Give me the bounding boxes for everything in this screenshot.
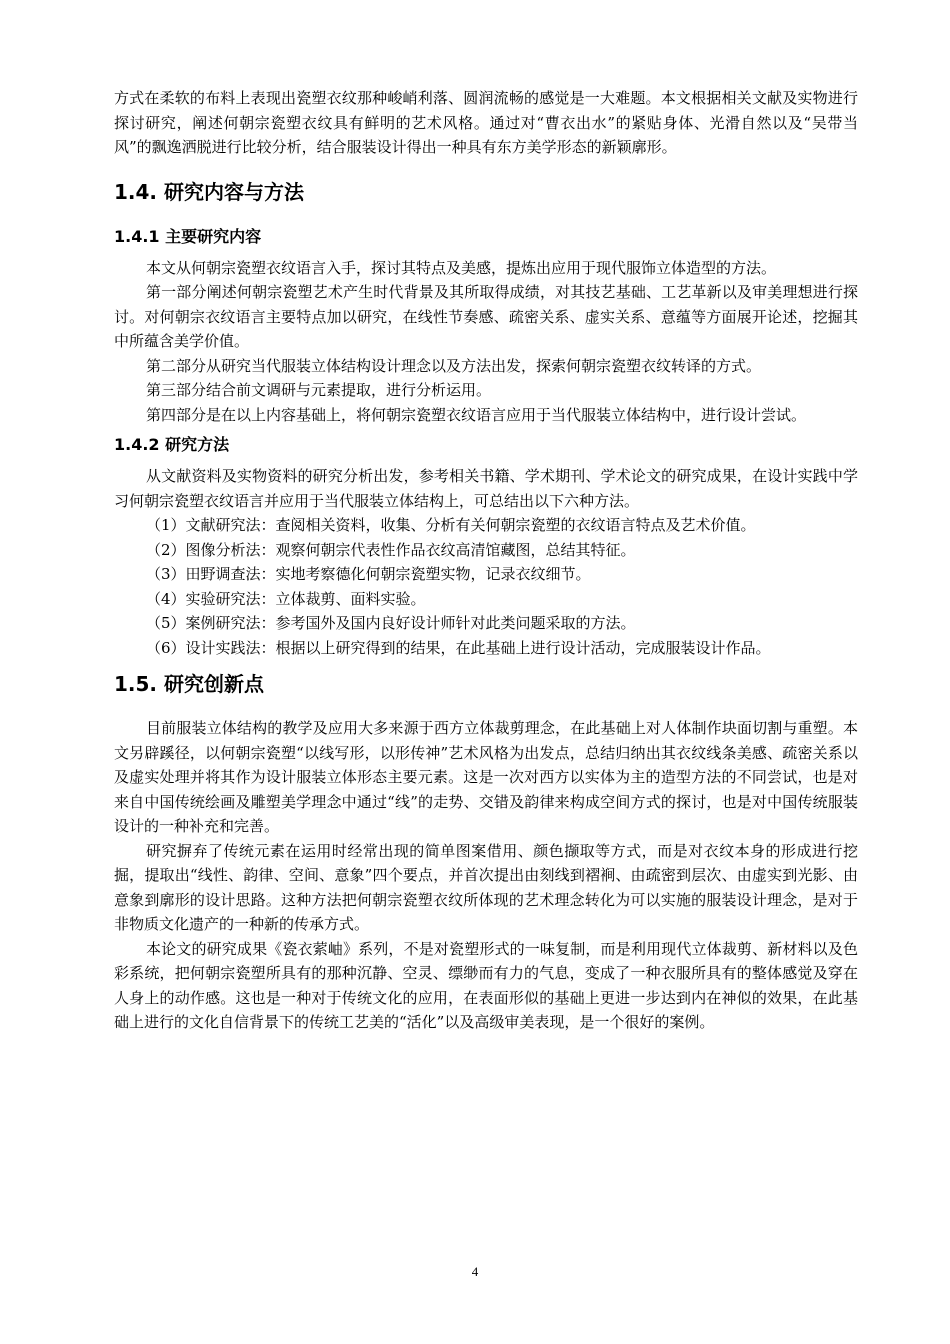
content-paragraph: 研究摒弃了传统元素在运用时经常出现的简单图案借用、颜色撷取等方式，而是对衣纹本身的形成进行挖掘，提取出“线性、韵律、空间、意象”四个要点，并首次提出由刻线到褶裥、由疏密到层次、由虚实到光影、由意象到廓形的设计思路。这种方法把何朝宗瓷塑衣纹所体现的艺术理念转化为可以实施的服装设计理念，是对于非物质文化遗产的一种新的传承方式。 — [114, 841, 858, 933]
section-heading-1-5: 1.5. 研究创新点 — [114, 672, 264, 696]
content-paragraph: 目前服装立体结构的教学及应用大多来源于西方立体裁剪理念，在此基础上对人体制作块面切割与重塑。本文另辟蹊径，以何朝宗瓷塑“以线写形，以形传神”艺术风格为出发点，总结归纳出其衣纹线条美感、疏密关系以及虚实处理并将其作为设计服装立体形态主要元素。这是一次对西方以实体为主的造型方法的不同尝试，也是对来自中国传统绘画及雕塑美学理念中通过“线”的走势、交错及韵律来构成空间方式的探讨，也是对中国传统服装设计的一种补充和完善。 — [114, 719, 858, 835]
content-paragraph: 第一部分阐述何朝宗瓷塑艺术产生时代背景及其所取得成绩，对其技艺基础、工艺革新以及审美理想进行探讨。对何朝宗衣纹语言主要特点加以研究，在线性节奏感、疏密关系、虚实关系、意蕴等方面展开论述，挖掘其中所蕴含美学价值。 — [114, 283, 858, 350]
method-list-item: （4）实验研究法：立体裁剪、面料实验。 — [146, 589, 426, 608]
method-list-item: （3）田野调查法：实地考察德化何朝宗瓷塑实物，记录衣纹细节。 — [146, 565, 591, 583]
content-paragraph: 第二部分从研究当代服装立体结构设计理念以及方法出发，探索何朝宗瓷塑衣纹转译的方式。 — [146, 356, 762, 375]
methods-intro-paragraph: 从文献资料及实物资料的研究分析出发，参考相关书籍、学术期刊、学术论文的研究成果，在设计实践中学习何朝宗瓷塑衣纹语言并应用于当代服装立体结构上，可总结出以下六种方法。 — [114, 467, 858, 510]
page-number: 4 — [471, 1264, 479, 1279]
method-list-item: （5）案例研究法：参考国外及国内良好设计师针对此类问题采取的方法。 — [146, 614, 636, 632]
content-paragraph: 第三部分结合前文调研与元素提取，进行分析运用。 — [146, 381, 492, 399]
method-list-item: （2）图像分析法：观察何朝宗代表性作品衣纹高清馆藏图，总结其特征。 — [146, 540, 636, 559]
content-paragraph: 本文从何朝宗瓷塑衣纹语言入手，探讨其特点及美感，提炼出应用于现代服饰立体造型的方法。 — [146, 258, 777, 277]
intro-paragraph: 方式在柔软的布料上表现出瓷塑衣纹那种峻峭利落、圆润流畅的感觉是一大难题。本文根据相关文献及实物进行探讨研究，阐述何朝宗瓷塑衣纹具有鲜明的艺术风格。通过对“曹衣出水”的紧贴身体、光滑自然以及“吴带当风”的飘逸洒脱进行比较分析，结合服装设计得出一种具有东方美学形态的新颖廓形。 — [114, 89, 858, 156]
method-list-item: （6）设计实践法：根据以上研究得到的结果，在此基础上进行设计活动，完成服装设计作品。 — [146, 638, 771, 657]
subsection-heading-1-4-2: 1.4.2 研究方法 — [114, 435, 230, 454]
section-heading-1-4: 1.4. 研究内容与方法 — [114, 179, 304, 204]
subsection-heading-1-4-1: 1.4.1 主要研究内容 — [114, 226, 262, 246]
content-paragraph: 第四部分是在以上内容基础上，将何朝宗瓷塑衣纹语言应用于当代服装立体结构中，进行设计尝试。 — [146, 405, 807, 424]
document-page — [114, 86, 858, 1035]
content-paragraph: 本论文的研究成果《瓷衣萦岫》系列，不是对瓷塑形式的一味复制，而是利用现代立体裁剪、新材料以及色彩系统，把何朝宗瓷塑所具有的那种沉静、空灵、缥缈而有力的气息，变成了一种衣服所具有的整体感觉及穿在人身上的动作感。这也是一种对于传统文化的应用，在表面形似的基础上更进一步达到内在神似的效果，在此基础上进行的文化自信背景下的传统工艺美的“活化”以及高级审美表现，是一个很好的案例。 — [114, 939, 858, 1031]
method-list-item: （1）文献研究法：查阅相关资料，收集、分析有关何朝宗瓷塑的衣纹语言特点及艺术价值。 — [146, 516, 756, 534]
